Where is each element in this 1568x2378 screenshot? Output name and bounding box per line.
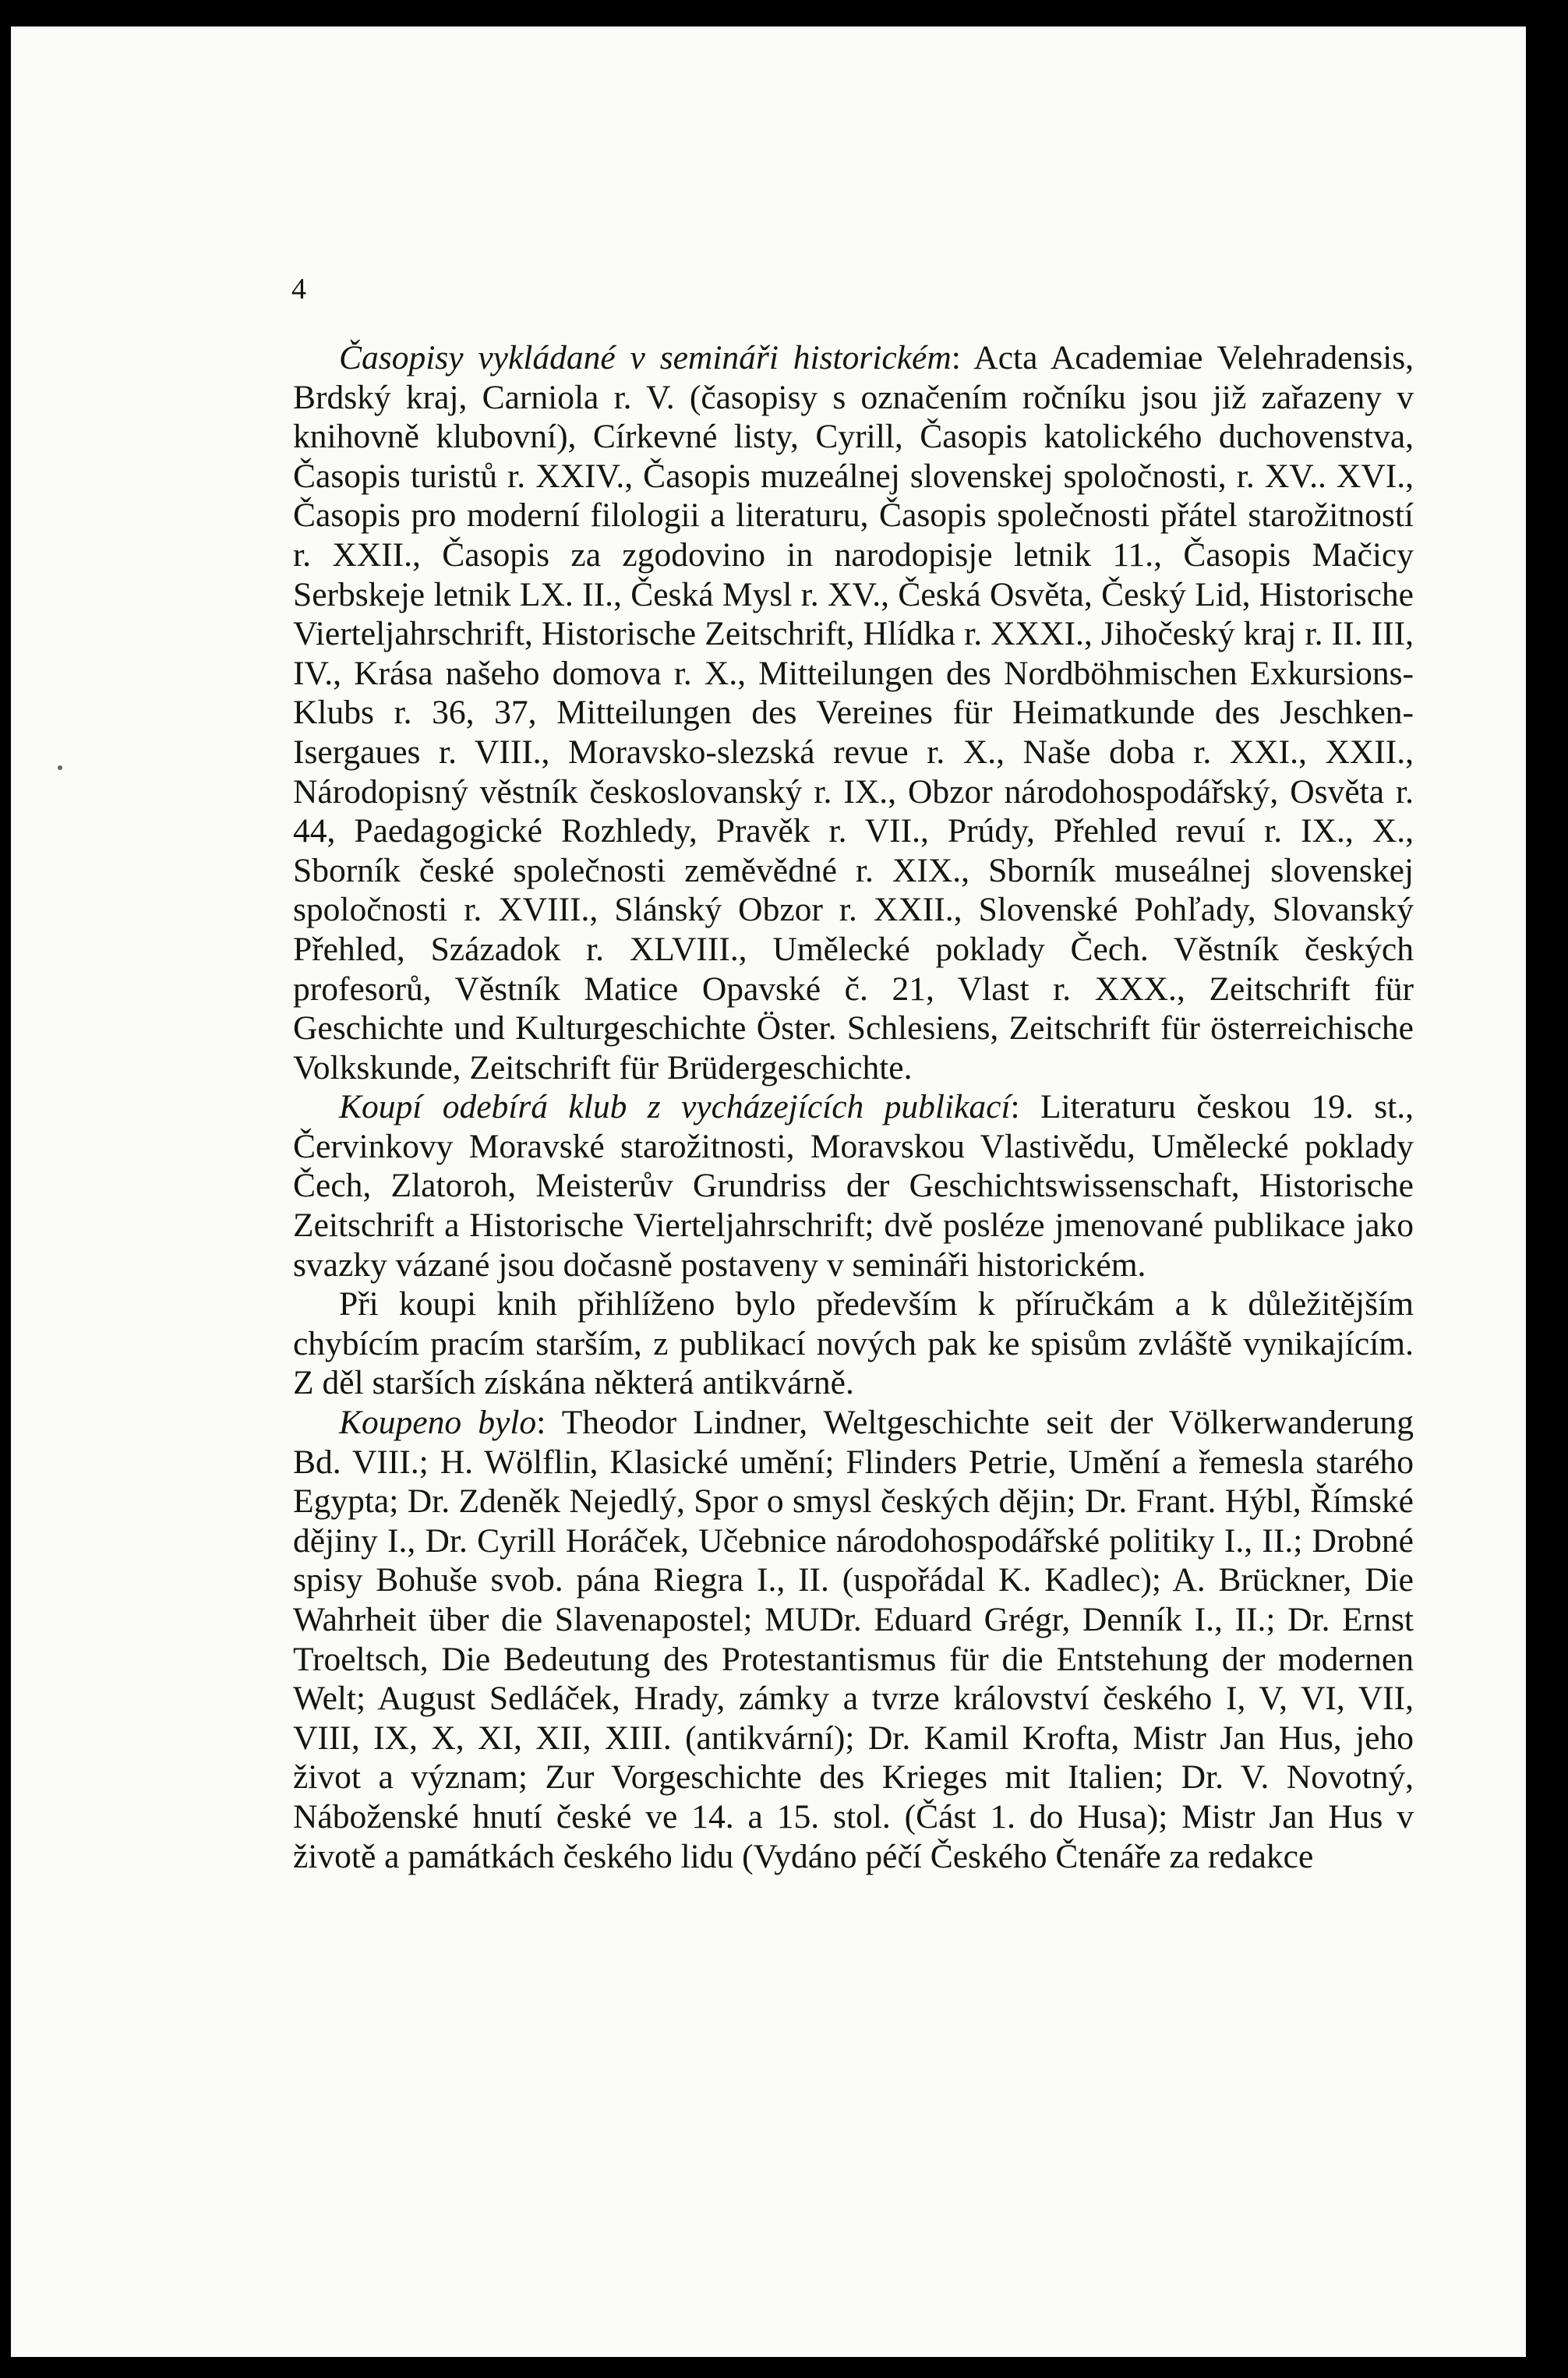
paragraph-periodicals (293, 338, 1414, 1087)
paragraph-text: Při koupi knih přihlíženo bylo především k příručkám a k důležitějším chybícím pracím starším, z publikací nových pak ke spisům zvláště vynikajícím. Z děl starších získána některá antikvárně. (293, 1285, 1414, 1402)
paragraph-lead: Koupí odebírá klub z vycházejících publikací (339, 1088, 1011, 1126)
paragraph-purchased-publications (293, 1087, 1414, 1284)
paragraph-lead-separator: : (536, 1404, 562, 1442)
paragraph-lead: Časopisy vykládané v semináři historickém (339, 339, 952, 376)
paragraph-text: Literaturu českou 19. st., Červinkovy Moravské starožitnosti, Moravskou Vlastivědu, Umělecké poklady Čech, Zlatoroh, Meisterův Grundriss der Geschichtswissenschaft, Historische Zeitschrift a Historische Vierteljahrschrift; dvě posléze jmenované publikace jako svazky vázané jsou dočasně postaveny v semináři historickém. (293, 1088, 1414, 1284)
paragraph-lead-separator: : (1010, 1088, 1040, 1126)
paragraph-text: Theodor Lindner, Weltgeschichte seit der Völkerwanderung Bd. VIII.; H. Wölflin, Klasické umění; Flinders Petrie, Umění a řemesla starého Egypta; Dr. Zdeněk Nejedlý, Spor o smysl českých dějin; Dr. Frant. Hýbl, Římské dějiny I., Dr. Cyrill Horáček, Učebnice národohospodářské politiky I., II.; Drobné spisy Bohuše svob. pána Riegra I., II. (uspořádal K. Kadlec); A. Brückner, Die Wahrheit über die Slavenapostel; MUDr. Eduard Grégr, Denník I., II.; Dr. Ernst Troeltsch, Die Bedeutung des Protestantismus für die Entstehung der modernen Welt; August Sedláček, Hrady, zámky a tvrze království českého I, V, VI, VII, VIII, IX, X, XI, XII, XIII. (antikvární); Dr. Kamil Krofta, Mistr Jan Hus, jeho život a význam; Zur Vorgeschichte des Krieges mit Italien; Dr. V. Novotný, Náboženské hnutí české ve 14. a 15. stol. (Část 1. do Husa); Mistr Jan Hus v životě a památkách českého lidu (Vydáno péčí Českého Čtenáře za redakce (293, 1404, 1414, 1875)
body-text (293, 338, 1414, 1876)
paragraph-lead-separator: : (951, 339, 974, 376)
document-page (11, 27, 1526, 2357)
scan-speck (58, 765, 62, 770)
paragraph-bought-books (293, 1403, 1414, 1876)
paragraph-lead: Koupeno bylo (339, 1404, 537, 1442)
paragraph-text: Acta Academiae Velehradensis, Brdský kraj, Carniola r. V. (časopisy s označením ročníku jsou již zařazeny v knihovně klubovní), Církevné listy, Cyrill, Časopis katolického duchovenstva, Časopis turistů r. XXIV., Časopis muzeálnej slovenskej spoločnosti, r. XV.. XVI., Časopis pro moderní filologii a literaturu, Časopis společnosti přátel starožitností r. XXII., Časopis za zgodovino in narodopisje letnik 11., Časopis Mačicy Serbskeje letnik LX. II., Česká Mysl r. XV., Česká Osvěta, Český Lid, Historische Vierteljahrschrift, Historische Zeitschrift, Hlídka r. XXXI., Jihočeský kraj r. II. III, IV., Krása našeho domova r. X., Mitteilungen des Nordböhmischen Exkursions-Klubs r. 36, 37, Mitteilungen des Vereines für Heimatkunde des Jeschken-Isergaues r. VIII., Moravsko-slezská revue r. X., Naše doba r. XXI., XXII., Národopisný věstník českoslovanský r. IX., Obzor národohospodářský, Osvěta r. 44, Paedagogické Rozhledy, Pravěk r. VII., Prúdy, Přehled revuí r. IX., X., Sborník české společnosti zeměvědné r. XIX., Sborník museálnej slovenskej spoločnosti r. XVIII., Slánský Obzor r. XXII., Slovenské Pohľady, Slovanský Přehled, Századok r. XLVIII., Umělecké poklady Čech. Věstník českých profesorů, Věstník Matice Opavské č. 21, Vlast r. XXX., Zeitschrift für Geschichte und Kulturgeschichte Öster. Schlesiens, Zeitschrift für österreichische Volkskunde, Zeitschrift für Brüdergeschichte. (293, 339, 1414, 1087)
page-number: 4 (291, 273, 306, 306)
paragraph-purchase-policy (293, 1284, 1414, 1403)
